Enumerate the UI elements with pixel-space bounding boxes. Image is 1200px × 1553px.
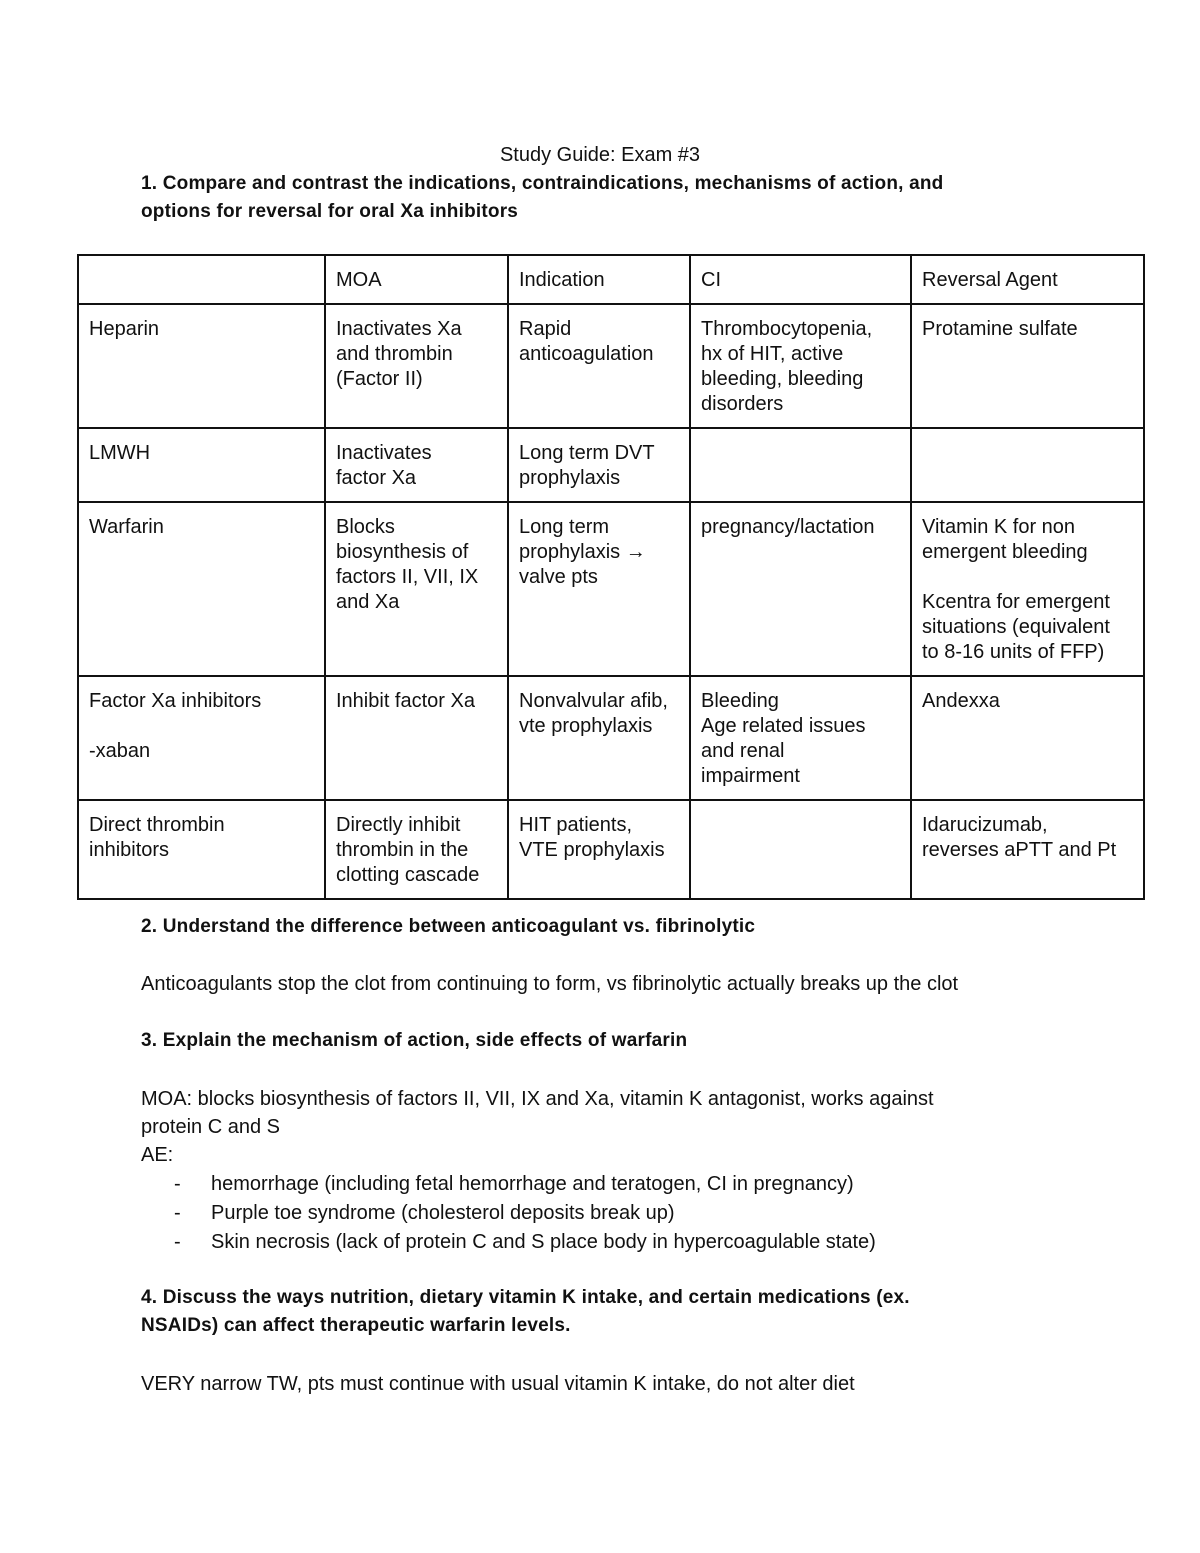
ci-cell (690, 800, 911, 899)
moa-cell (325, 304, 508, 428)
bullet-dash: - (174, 1202, 181, 1224)
question-2-heading: 2. Understand the difference between anticoagulant vs. fibrinolytic (141, 916, 756, 937)
question-1-line-1: 1. Compare and contrast the indications, contraindications, mechanisms of action, and (141, 173, 944, 194)
cell-line: emergent bleeding (922, 541, 1088, 563)
drug-cell (78, 428, 325, 502)
header-cell-moa: MOA (325, 255, 508, 304)
table-row (78, 676, 1144, 800)
question-1-heading (141, 170, 1061, 226)
cell-line: Directly inhibit (336, 814, 461, 836)
question-3-heading: 3. Explain the mechanism of action, side effects of warfarin (141, 1030, 688, 1051)
question-2-answer: Anticoagulants stop the clot from continuing to form, vs fibrinolytic actually breaks up the clot (141, 973, 959, 995)
question-4-line-1: 4. Discuss the ways nutrition, dietary vitamin K intake, and certain medications (ex. (141, 1287, 910, 1308)
list-item (141, 1199, 1081, 1228)
page-title: Study Guide: Exam #3 (499, 144, 701, 166)
reversal-cell (911, 502, 1144, 676)
indication-cell (508, 676, 690, 800)
cell-line: Kcentra for emergent (922, 591, 1110, 613)
reversal-cell (911, 800, 1144, 899)
question-4-line-2: NSAIDs) can affect therapeutic warfarin levels. (141, 1315, 571, 1336)
header-cell-ci: CI (690, 255, 911, 304)
cell-line: Long term (519, 516, 610, 538)
cell-line: Protamine sulfate (922, 318, 1078, 340)
header-cell-reversal-agent: Reversal Agent (911, 255, 1144, 304)
ci-cell (690, 676, 911, 800)
cell-line: Idarucizumab, (922, 814, 1048, 836)
reversal-cell (911, 428, 1144, 502)
cell-line: Inhibit factor Xa (336, 690, 475, 712)
indication-cell (508, 800, 690, 899)
cell-line: factor Xa (336, 467, 417, 489)
cell-line: pregnancy/lactation (701, 516, 875, 538)
drug-cell (78, 676, 325, 800)
cell-spacer (89, 714, 314, 739)
cell-line: Nonvalvular afib, (519, 690, 668, 712)
cell-line: Direct thrombin (89, 814, 225, 836)
drug-cell (78, 304, 325, 428)
cell-line: vte prophylaxis (519, 715, 653, 737)
cell-line: prophylaxis (519, 467, 621, 489)
cell-line: Rapid (519, 318, 572, 340)
cell-line: biosynthesis of (336, 541, 469, 563)
list-item-text: Skin necrosis (lack of protein C and S place body in hypercoagulable state) (211, 1231, 876, 1253)
table-row (78, 800, 1144, 899)
question-3-moa (141, 1085, 1081, 1141)
cell-line: Age related issues (701, 715, 866, 737)
cell-line: inhibitors (89, 839, 170, 861)
cell-line: situations (equivalent (922, 616, 1110, 638)
ci-cell (690, 428, 911, 502)
moa-cell (325, 502, 508, 676)
cell-line: Thrombocytopenia, (701, 318, 873, 340)
moa-line-1: MOA: blocks biosynthesis of factors II, VII, IX and Xa, vitamin K antagonist, works against (141, 1088, 934, 1110)
drug-cell (78, 502, 325, 676)
cell-line: reverses aPTT and Pt (922, 839, 1117, 861)
cell-line: to 8-16 units of FFP) (922, 641, 1105, 663)
cell-line: Bleeding (701, 690, 779, 712)
header-cell-indication: Indication (508, 255, 690, 304)
cell-line: anticoagulation (519, 343, 654, 365)
indication-cell (508, 502, 690, 676)
reversal-cell (911, 304, 1144, 428)
moa-line-2: protein C and S (141, 1116, 280, 1138)
cell-line: Warfarin (89, 516, 164, 538)
cell-line: Long term DVT (519, 442, 655, 464)
bullet-dash: - (174, 1231, 181, 1253)
ci-cell (690, 502, 911, 676)
cell-line: factors II, VII, IX (336, 566, 479, 588)
cell-line: Factor Xa inhibitors (89, 690, 262, 712)
moa-cell (325, 428, 508, 502)
question-1-line-2: options for reversal for oral Xa inhibitors (141, 201, 519, 222)
cell-spacer (922, 565, 1133, 590)
ae-label: AE: (141, 1144, 174, 1166)
cell-line: -xaban (89, 740, 151, 762)
cell-line: valve pts (519, 566, 598, 588)
cell-line: VTE prophylaxis (519, 839, 665, 861)
cell-line: thrombin in the (336, 839, 469, 861)
cell-line: Andexxa (922, 690, 1000, 712)
table-row (78, 428, 1144, 502)
bullet-dash: - (174, 1173, 181, 1195)
question-4-answer: VERY narrow TW, pts must continue with usual vitamin K intake, do not alter diet (141, 1373, 855, 1395)
ci-cell (690, 304, 911, 428)
cell-line: impairment (701, 765, 800, 787)
table-row (78, 502, 1144, 676)
cell-line: Inactivates (336, 442, 432, 464)
cell-line: bleeding, bleeding (701, 368, 864, 390)
moa-cell (325, 800, 508, 899)
moa-cell (325, 676, 508, 800)
cell-line: and renal (701, 740, 785, 762)
drug-cell (78, 800, 325, 899)
question-4-heading (141, 1284, 1061, 1340)
list-item (141, 1170, 1081, 1199)
table-row (78, 304, 1144, 428)
cell-line: prophylaxis → (519, 541, 646, 563)
anticoagulant-comparison-table (77, 254, 1145, 900)
header-cell-blank (78, 255, 325, 304)
cell-line: Vitamin K for non (922, 516, 1076, 538)
table-header-row (78, 255, 1144, 304)
cell-line: hx of HIT, active (701, 343, 844, 365)
indication-cell (508, 304, 690, 428)
list-item-text: hemorrhage (including fetal hemorrhage and teratogen, CI in pregnancy) (211, 1173, 854, 1195)
cell-line: Inactivates Xa (336, 318, 462, 340)
cell-line: disorders (701, 393, 784, 415)
adverse-effects-list (141, 1170, 1081, 1257)
cell-line: Blocks (336, 516, 395, 538)
cell-line: (Factor II) (336, 368, 423, 390)
cell-line: clotting cascade (336, 864, 480, 886)
cell-line: and thrombin (336, 343, 453, 365)
cell-line: and Xa (336, 591, 400, 613)
list-item (141, 1228, 1081, 1257)
reversal-cell (911, 676, 1144, 800)
list-item-text: Purple toe syndrome (cholesterol deposits break up) (211, 1202, 675, 1224)
cell-line: LMWH (89, 442, 151, 464)
cell-line: HIT patients, (519, 814, 633, 836)
indication-cell (508, 428, 690, 502)
cell-line: Heparin (89, 318, 160, 340)
